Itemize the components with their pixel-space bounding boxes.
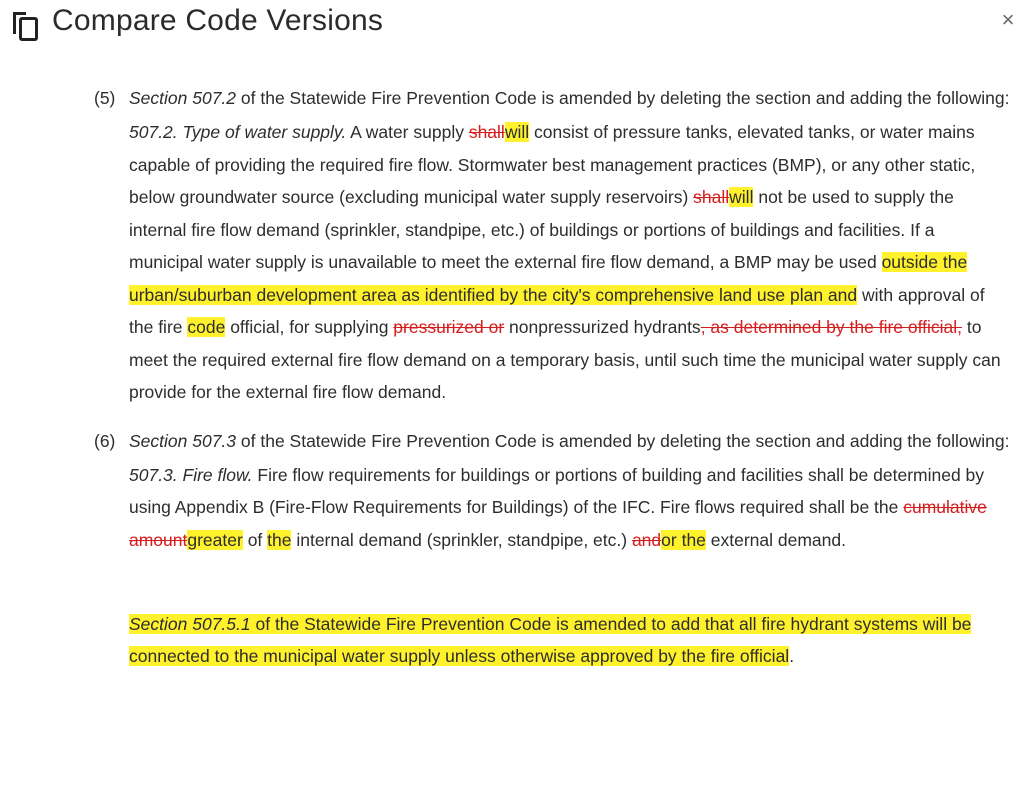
- added-text: [129, 614, 971, 666]
- section-reference: Section 507.5.1: [129, 614, 251, 634]
- inserted-text: code: [187, 317, 226, 337]
- unchanged-text: external demand.: [705, 529, 846, 550]
- unchanged-text: with approval of the fire: [129, 284, 985, 337]
- section-heading: 507.2. Type of water supply.: [129, 122, 347, 142]
- deleted-text: , as determined by the fire official,: [700, 317, 963, 337]
- inserted-text: the: [267, 529, 292, 550]
- unchanged-text: official, for supplying: [225, 317, 394, 337]
- unchanged-text: to meet the required external fire flow demand on a temporary basis, until such time the municipal water supply can provide for the external fire flow demand.: [129, 317, 1001, 402]
- diff-text: [129, 465, 987, 550]
- diff-text: [129, 122, 1001, 402]
- added-body: of the Statewide Fire Prevention Code is amended to add that all fire hydrant systems will be connected to the municipal water supply unless otherwise approved by the fire official: [129, 614, 972, 666]
- dialog-header: [0, 0, 1024, 48]
- section-reference: Section 507.2: [129, 88, 237, 108]
- deleted-text: pressurized or: [393, 317, 505, 337]
- close-icon[interactable]: ×: [1001, 7, 1015, 32]
- inserted-text: outside the urban/suburban development area as identified by the city's comprehensive land use plan and: [129, 252, 968, 305]
- added-section-paragraph: [129, 608, 1011, 672]
- deleted-text: cumulative amount: [129, 497, 987, 550]
- inserted-text: will: [504, 122, 530, 142]
- list-item: [0, 82, 1024, 409]
- list-item: [0, 425, 1024, 557]
- inserted-text: will: [729, 187, 754, 207]
- intro-text: of the Statewide Fire Prevention Code is amended by deleting the section and adding the following:: [236, 88, 1010, 108]
- intro-text: of the Statewide Fire Prevention Code is amended by deleting the section and adding the following:: [236, 430, 1010, 451]
- section-text: [129, 116, 1011, 409]
- item-intro: [129, 425, 1011, 457]
- dialog-title: Compare Code Versions: [52, 4, 384, 37]
- unchanged-text: nonpressurized hydrants: [504, 317, 701, 337]
- unchanged-text: consist of pressure tanks, elevated tanks, or water mains capable of providing the required fire flow. Stormwater best management practices (BMP), or any other static, below groundwater source (excluding municipal water supply reservoirs): [129, 122, 976, 207]
- section-text: [129, 459, 1011, 557]
- unchanged-text: of: [242, 529, 268, 550]
- section-reference: Section 507.3: [129, 430, 237, 451]
- added-end: .: [789, 646, 795, 666]
- inserted-text: greater: [187, 529, 243, 550]
- item-number: (5): [94, 88, 116, 108]
- comparison-body: [0, 82, 1024, 672]
- section-heading: 507.3. Fire flow.: [129, 464, 253, 485]
- unchanged-text: internal demand (sprinkler, standpipe, etc.): [291, 529, 632, 550]
- copy-icon: [10, 10, 40, 42]
- deleted-text: shall: [693, 187, 730, 207]
- deleted-text: and: [631, 529, 662, 550]
- deleted-text: shall: [468, 122, 505, 142]
- unchanged-text: Fire flow requirements for buildings or portions of building and facilities shall be determined by using Appendix B (Fire-Flow Requirements for Buildings) of the IFC. Fire flows required shall be the: [129, 464, 985, 517]
- inserted-text: or the: [661, 529, 706, 550]
- item-number: (6): [94, 430, 116, 451]
- item-intro: [129, 82, 1011, 114]
- unchanged-text: A water supply: [346, 122, 469, 142]
- unchanged-text: not be used to supply the internal fire flow demand (sprinkler, standpipe, etc.) of buildings or portions of buildings and facilities. If a municipal water supply is unavailable to meet the external fire flow demand, a BMP may be used: [129, 187, 954, 272]
